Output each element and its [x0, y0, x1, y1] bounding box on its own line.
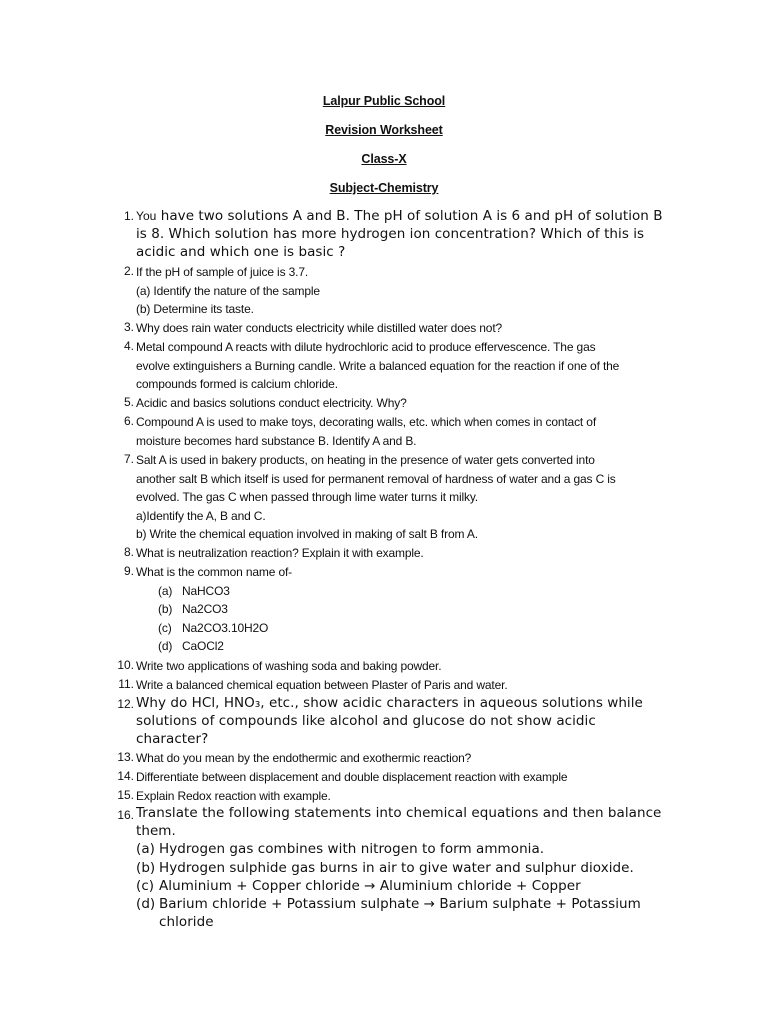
- question-number: 12.: [117, 697, 134, 711]
- question-part: (a) Hydrogen gas combines with nitrogen to form ammonia.: [136, 841, 545, 858]
- school-name: Lalpur Public School: [322, 94, 446, 108]
- subject-label: Subject-Chemistry: [329, 181, 439, 195]
- question-number: 8.: [123, 545, 134, 559]
- question-text: Translate the following statements into chemical equations and then balance them. (a) Hydrogen gas combines with nitrogen to form ammonia. (b) Hydrogen sulphide gas burns in air to give water and sulphur dioxide. (c) Aluminium + Copper chloride → Aluminium chloride + Copper (d) Barium chloride + Potassium sulphate → Barium sulphate + Potassium chloride: [136, 804, 692, 931]
- question-number: 7.: [123, 452, 134, 466]
- question-part: (d) Barium chloride + Potassium sulphate → Barium sulphate + Potassium: [136, 896, 641, 913]
- question-number: 16.: [117, 808, 134, 822]
- question-part: (b) Hydrogen sulphide gas burns in air to give water and sulphur dioxide.: [136, 859, 634, 876]
- question-text: Metal compound A reacts with dilute hydrochloric acid to produce effervescence. The gas evolve extinguishers a Burning candle. Write a balanced equation for the reaction if one of the compounds formed is calcium chloride.: [136, 340, 620, 392]
- question-text: Why does rain water conducts electricity while distilled water does not?: [136, 321, 503, 335]
- question-text: What do you mean by the endothermic and exothermic reaction?: [136, 751, 472, 765]
- question-number: 2.: [123, 264, 134, 278]
- question-part-continuation: chloride: [159, 914, 214, 931]
- question-number: 3.: [123, 320, 134, 334]
- sub-item: (d) CaOCl2: [158, 639, 224, 654]
- question-text: Write a balanced chemical equation between Plaster of Paris and water.: [136, 678, 508, 692]
- question-text: Write two applications of washing soda and baking powder.: [136, 659, 442, 673]
- question-lead-word: You: [136, 209, 157, 223]
- question-number: 1.: [123, 209, 134, 223]
- question-text: Explain Redox reaction with example.: [136, 789, 331, 803]
- sub-item: (a) NaHCO3: [158, 583, 230, 598]
- question-text: Differentiate between displacement and double displacement reaction with example: [136, 770, 568, 784]
- class-label: Class-X: [361, 152, 407, 166]
- question-part: (c) Aluminium + Copper chloride → Aluminium chloride + Copper: [136, 877, 581, 894]
- question-text: Compound A is used to make toys, decorating walls, etc. which when comes in contact of moisture becomes hard substance B. Identify A and B.: [136, 415, 597, 448]
- question-text: If the pH of sample of juice is 3.7. (a) Identify the nature of the sample (b) Determine its taste.: [136, 265, 320, 317]
- question-number: 13.: [117, 750, 134, 764]
- question-text: What is neutralization reaction? Explain it with example.: [136, 546, 424, 560]
- question-text: Salt A is used in bakery products, on heating in the presence of water gets converted into another salt B which itself is used for permanent removal of hardness of water and a gas C is evolved. The gas C when passed through lime water turns it milky. a)Identify the A, B and C. b) Write the chemical equation involved in making of salt B from A.: [136, 453, 616, 542]
- sub-item-list: [136, 582, 692, 656]
- question-number: 9.: [123, 564, 134, 578]
- sub-item: (c) Na2CO3.10H2O: [158, 620, 269, 635]
- question-number: 5.: [123, 395, 134, 409]
- question-number: 15.: [117, 788, 134, 802]
- worksheet-title: Revision Worksheet: [325, 123, 443, 137]
- question-number: 4.: [123, 339, 134, 353]
- question-text: What is the common name of- (a) NaHCO3 (b) Na2CO3 (c) Na2CO3.10H2O (d) CaOCl2: [136, 563, 692, 656]
- sub-item: (b) Na2CO3: [158, 602, 228, 617]
- question-number: 14.: [117, 769, 134, 783]
- question-number: 11.: [118, 677, 134, 691]
- question-number: 6.: [123, 414, 134, 428]
- question-text: Acidic and basics solutions conduct electricity. Why?: [136, 396, 407, 410]
- question-text: Why do HCl, HNO₃, etc., show acidic characters in aqueous solutions while solutions of compounds like alcohol and glucose do not show acidic character?: [136, 695, 643, 748]
- question-text: You have two solutions A and B. The pH of solution A is 6 and pH of solution B is 8. Which solution has more hydrogen ion concentration? Which of this is acidic and which one is basic ?: [136, 208, 663, 261]
- question-number: 10.: [117, 658, 134, 672]
